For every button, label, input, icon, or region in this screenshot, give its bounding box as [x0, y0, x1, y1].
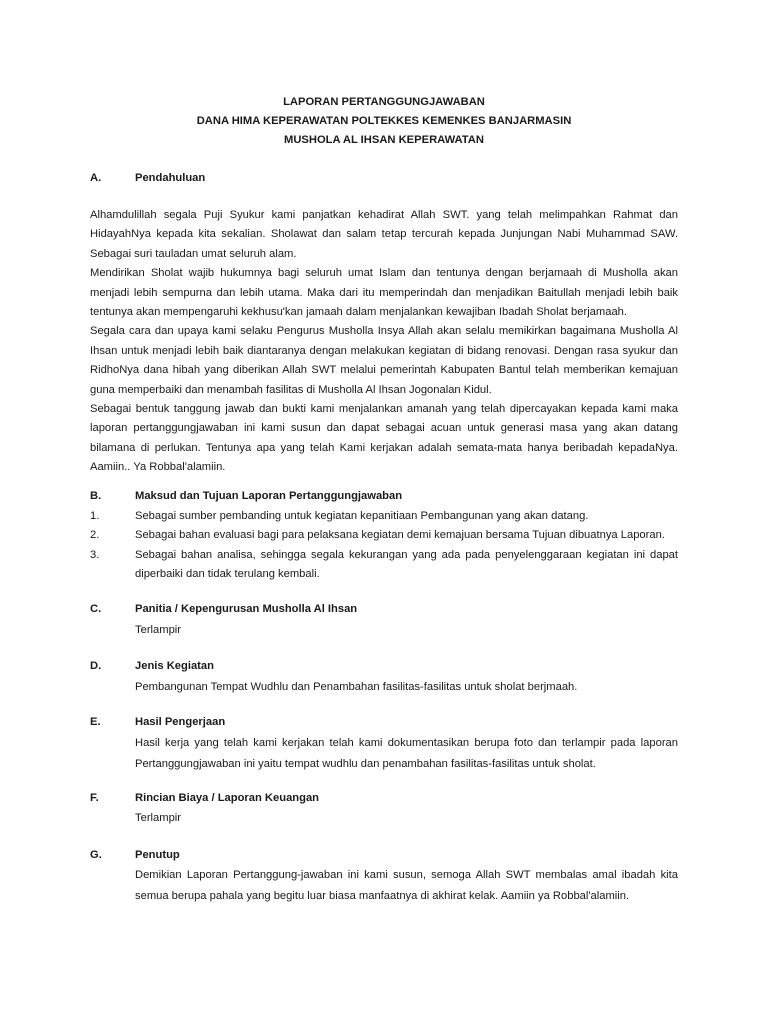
section-a-letter: A.: [90, 172, 102, 184]
section-d-heading: [90, 660, 214, 672]
section-g-letter: G.: [90, 849, 102, 861]
section-c-body: Terlampir: [135, 624, 181, 636]
paragraph: Alhamdulillah segala Puji Syukur kami panjatkan kehadirat Allah SWT. yang telah melimpahkan Rahmat dan HidayahNya kepada kita sekalian. Sholawat dan salam tetap tercurah kepada Junjungan Nabi Muhammad SAW. Sebagai suri tauladan umat seluruh alam.: [90, 209, 678, 260]
section-f-heading: [90, 792, 319, 804]
section-c-heading: [90, 603, 357, 615]
list-item: [90, 526, 678, 545]
title-line-3: MUSHOLA AL IHSAN KEPERAWATAN: [284, 134, 484, 146]
paragraph: Mendirikan Sholat wajib hukumnya bagi seluruh umat Islam dan tentunya dengan berjamaah di Musholla akan menjadi lebih sempurna dan lebih utama. Maka dari itu memperindah dan menjadikan Baitullah menjadi lebih baik tentunya akan mempengaruhi kekhusu'kan jamaah dalam menjalankan kewajiban Ibadah Sholat berjamaah.: [90, 267, 678, 319]
section-f-letter: F.: [90, 792, 99, 804]
section-g-title: Penutup: [135, 849, 180, 861]
section-e-title: Hasil Pengerjaan: [135, 716, 226, 728]
section-b-letter: B.: [90, 490, 102, 502]
section-e-heading: [90, 716, 225, 728]
section-d-letter: D.: [90, 660, 102, 672]
section-c-title: Panitia / Kepengurusan Musholla Al Ihsan: [135, 603, 358, 615]
section-b-heading: [90, 490, 402, 502]
list-text: Sebagai sumber pembanding untuk kegiatan kepanitiaan Pembangunan yang akan datang.: [135, 510, 589, 522]
section-f-body: Terlampir: [135, 812, 181, 824]
section-b-title: Maksud dan Tujuan Laporan Pertanggungjawaban: [135, 490, 403, 502]
list-text: Sebagai bahan analisa, sehingga segala kekurangan yang ada pada penyelenggaraan kegiatan ini dapat diperbaiki dan tidak terulang kembali.: [135, 548, 678, 581]
section-b-list: [90, 507, 678, 585]
section-d-body: Pembangunan Tempat Wudhlu dan Penambahan fasilitas-fasilitas untuk sholat berjmaah.: [135, 681, 578, 693]
list-text: Sebagai bahan evaluasi bagi para pelaksana kegiatan demi kemajuan bersama Tujuan dibuatnya Laporan.: [135, 529, 665, 542]
section-g-heading: [90, 849, 180, 861]
title-line-2: DANA HIMA KEPERAWATAN POLTEKKES KEMENKES BANJARMASIN: [196, 115, 572, 127]
section-d-title: Jenis Kegiatan: [135, 660, 214, 672]
title-line-1: LAPORAN PERTANGGUNGJAWABAN: [283, 96, 485, 108]
list-number: 3.: [90, 548, 100, 561]
section-f-title: Rincian Biaya / Laporan Keuangan: [135, 792, 320, 804]
list-number: 2.: [90, 529, 100, 542]
paragraph: Segala cara dan upaya kami selaku Pengurus Musholla Insya Allah akan selalu memikirkan bagaimana Musholla Al Ihsan untuk menjadi lebih baik diantaranya dengan melakukan kegiatan di bidang renovasi. Dengan rasa syukur dan RidhoNya dana hibah yang diberikan Allah SWT melalui pemerintah Kabupaten Bantul telah memberikan kemajuan guna memperbaiki dan menambah fasilitas di Musholla Al Ihsan Jogonalan Kidul.: [90, 325, 678, 396]
paragraph: Sebagai bentuk tanggung jawab dan bukti kami menjalankan amanah yang telah dipercayakan kepada kami maka laporan pertanggungjawaban ini kami susun dan dapat sebagai acuan untuk generasi masa yang akan datang bilamana di perlukan. Tentunya apa yang telah Kami kerjakan adalah semata-mata hanya beribadah kepadaNya. Aamiin.. Ya Robbal'alamiin.: [90, 403, 678, 474]
section-g-body: Demikian Laporan Pertanggung-jawaban ini kami susun, semoga Allah SWT membalas amal ibadah kita semua berupa pahala yang begitu luar biasa manfaatnya di akhirat kelak. Aamiin ya Robbal'alamiin.: [135, 869, 678, 902]
document-title: [0, 93, 768, 150]
list-item: [90, 507, 678, 526]
section-e-body: Hasil kerja yang telah kami kerjakan telah kami dokumentasikan berupa foto dan terlampir pada laporan Pertanggungjawaban ini yaitu tempat wudhlu dan penambahan fasilitas-fasilitas untuk sholat.: [135, 737, 678, 770]
section-a-body: [90, 206, 678, 478]
list-item: [90, 546, 678, 585]
section-a-title: Pendahuluan: [135, 172, 206, 184]
section-a-heading: [90, 172, 205, 184]
section-e-letter: E.: [90, 716, 101, 728]
section-c-letter: C.: [90, 603, 102, 615]
list-number: 1.: [90, 510, 100, 522]
